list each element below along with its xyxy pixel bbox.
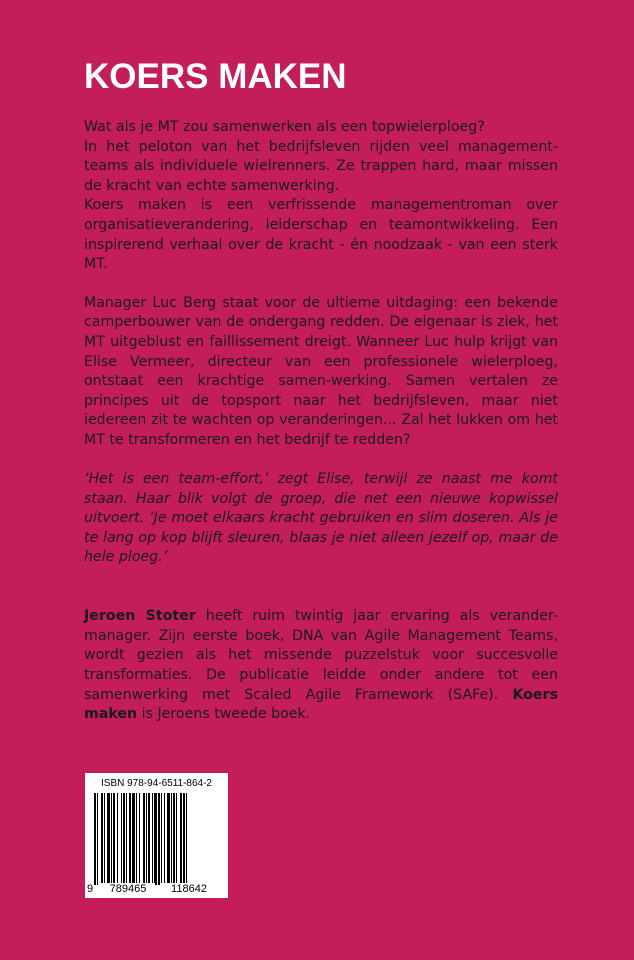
barcode-bar — [113, 793, 115, 885]
barcode-bar — [146, 793, 147, 885]
barcode-bar — [117, 793, 118, 885]
isbn-digit-group-left: 789465 — [101, 883, 155, 895]
barcode-bar — [171, 793, 172, 885]
barcode-bar — [129, 793, 131, 885]
barcode-bar — [123, 793, 125, 885]
barcode-bar — [101, 793, 103, 885]
author-bio — [84, 607, 558, 725]
barcode-bar — [97, 793, 98, 885]
barcode-bar — [126, 793, 127, 885]
intro-question: Wat als je MT zou samenwerken als een topwielerploeg? — [84, 119, 485, 135]
isbn-barcode — [85, 773, 228, 898]
barcode-bar — [161, 793, 162, 885]
barcode-bar — [111, 793, 112, 885]
isbn-label: ISBN 978-94-6511-864-2 — [101, 778, 212, 789]
barcode-bar — [104, 793, 105, 885]
barcode-bar — [167, 793, 170, 885]
author-bio-text: heeft ruim twintig jaar ervaring als verander-manager. Zijn eerste boek, DNA van Agile Management Teams, wordt gezien als het missende puzzelstuk voor succesvolle transformaties. De publicatie leidde onder andere tot een samenwerking met Scaled Agile Framework (SAFe). — [84, 608, 558, 703]
isbn-first-digit: 9 — [87, 883, 94, 895]
barcode-bar — [143, 793, 145, 885]
barcode-bar — [164, 793, 165, 885]
barcode-bar — [148, 793, 150, 885]
barcode-bar — [158, 793, 160, 885]
barcode-bar — [183, 793, 185, 885]
barcode-bar — [94, 793, 96, 885]
barcode-bar — [186, 793, 187, 885]
back-cover-text — [84, 118, 558, 725]
author-bio-end: is Jeroens tweede boek. — [137, 706, 311, 723]
barcode-bar — [152, 793, 153, 885]
barcode-bars — [94, 793, 219, 885]
intro-peloton: In het peloton van het bedrijfsleven rijden veel management-teams als individuele wielrenners. Ze trappen hard, maar missen de kracht van echte samenwerking. — [84, 138, 558, 194]
barcode-bar — [136, 793, 137, 885]
author-name: Jeroen Stoter — [84, 608, 196, 625]
quote-paragraph: ‘Het is een team-effort,’ zegt Elise, terwijl ze naast me komt staan. Haar blik volgt de groep, die net een nieuwe kopwissel uitvoert. ‘Je moet elkaars kracht gebruiken en slim doseren. Als je te lang op kop blijft sleuren, blaas je niet alleen jezelf op, maar de hele ploeg.’ — [84, 471, 558, 566]
book-name-inline: Koers maken — [84, 686, 558, 723]
barcode-bar — [154, 793, 157, 885]
barcode-bar — [180, 793, 182, 885]
barcode-bar — [132, 793, 135, 885]
barcode-bar — [121, 793, 122, 885]
barcode-bar — [107, 793, 110, 885]
book-title: KOERS MAKEN — [84, 57, 347, 96]
barcode-bar — [176, 793, 177, 885]
barcode-bar — [173, 793, 175, 885]
barcode-bar — [139, 793, 140, 885]
story-paragraph: Manager Luc Berg staat voor de ultieme uitdaging: een bekende camperbouwer van de ondergang redden. De eigenaar is ziek, het MT uitgeblust en faillissement dreigt. Wanneer Luc hulp krijgt van Elise Vermeer, directeur van een professionele wielerploeg, ontstaat een krachtige samen-werking. Samen vertalen ze principes uit de topsport naar het bedrijfsleven, maar niet iedereen zit te wachten op veranderingen... Zal het lukken om het MT te transformeren en het bedrijf te redden? — [84, 294, 558, 448]
intro-summary: Koers maken is een verfrissende managementroman over organisatieverandering, leiderschap en teamontwikkeling. Een inspirerend verhaal over de kracht - én noodzaak - van een sterk MT. — [84, 197, 558, 273]
isbn-digit-group-right: 118642 — [160, 883, 218, 895]
